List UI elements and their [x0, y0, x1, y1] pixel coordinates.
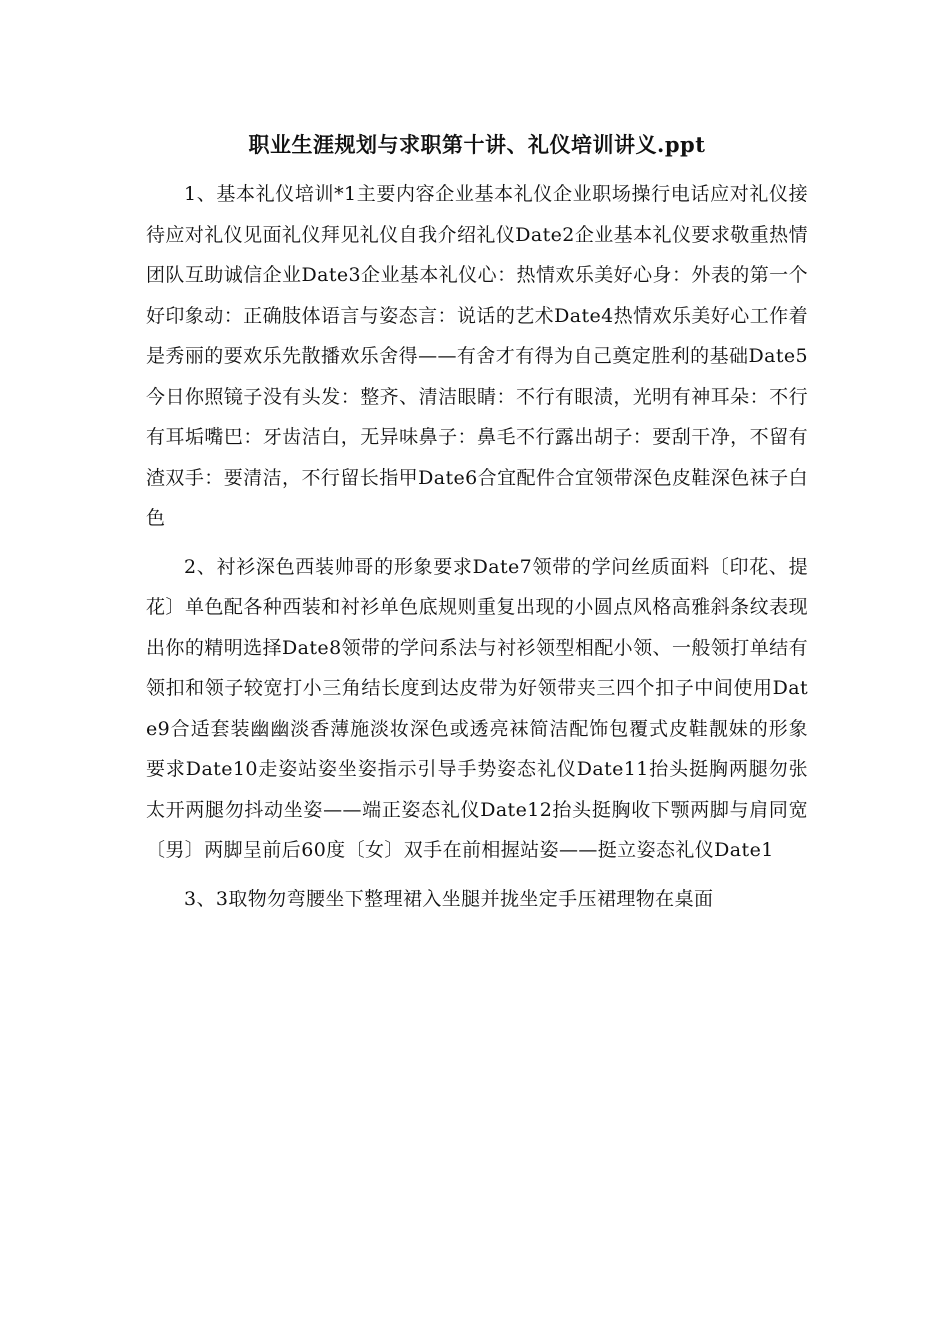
paragraph-2: 2、衬衫深色西装帅哥的形象要求Date7领带的学问丝质面料〔印花、提花〕单色配各种西装和衬衫单色底规则重复出现的小圆点风格高雅斜条纹表现出你的精明选择Date8领带的学问系法与衬衫领型相配小领、一般领打单结有领扣和领子较宽打小三角结长度到达皮带为好领带夹三四个扣子中间使用Date9合适套装幽幽淡香薄施淡妆深色或透亮袜简洁配饰包覆式皮鞋靓妹的形象要求Date10走姿站姿坐姿指示引导手势姿态礼仪Date11抬头挺胸两腿勿张太开两腿勿抖动坐姿——端正姿态礼仪Date12抬头挺胸收下颚两脚与肩同宽〔男〕两脚呈前后60度〔女〕双手在前相握站姿——挺立姿态礼仪Date1	[146, 555, 808, 861]
paragraph-3: 3、3取物勿弯腰坐下整理裙入坐腿并拢坐定手压裙理物在桌面	[184, 887, 714, 910]
document-title: 职业生涯规划与求职第十讲、礼仪培训讲义.ppt	[248, 132, 706, 157]
paragraph-1: 1、基本礼仪培训*1主要内容企业基本礼仪企业职场操行电话应对礼仪接待应对礼仪见面礼仪拜见礼仪自我介绍礼仪Date2企业基本礼仪要求敬重热情团队互助诚信企业Date3企业基本礼仪心：热情欢乐美好心身：外表的第一个好印象动：正确肢体语言与姿态言：说话的艺术Date4热情欢乐美好心工作着是秀丽的要欢乐先散播欢乐舍得——有舍才有得为自己奠定胜利的基础Date5今日你照镜子没有头发：整齐、清洁眼睛：不行有眼渍，光明有神耳朵：不行有耳垢嘴巴：牙齿洁白，无异味鼻子：鼻毛不行露出胡子：要刮干净，不留有渣双手：要清洁，不行留长指甲Date6合宜配件合宜领带深色皮鞋深色袜子白色	[146, 183, 808, 529]
document-page	[146, 128, 808, 927]
